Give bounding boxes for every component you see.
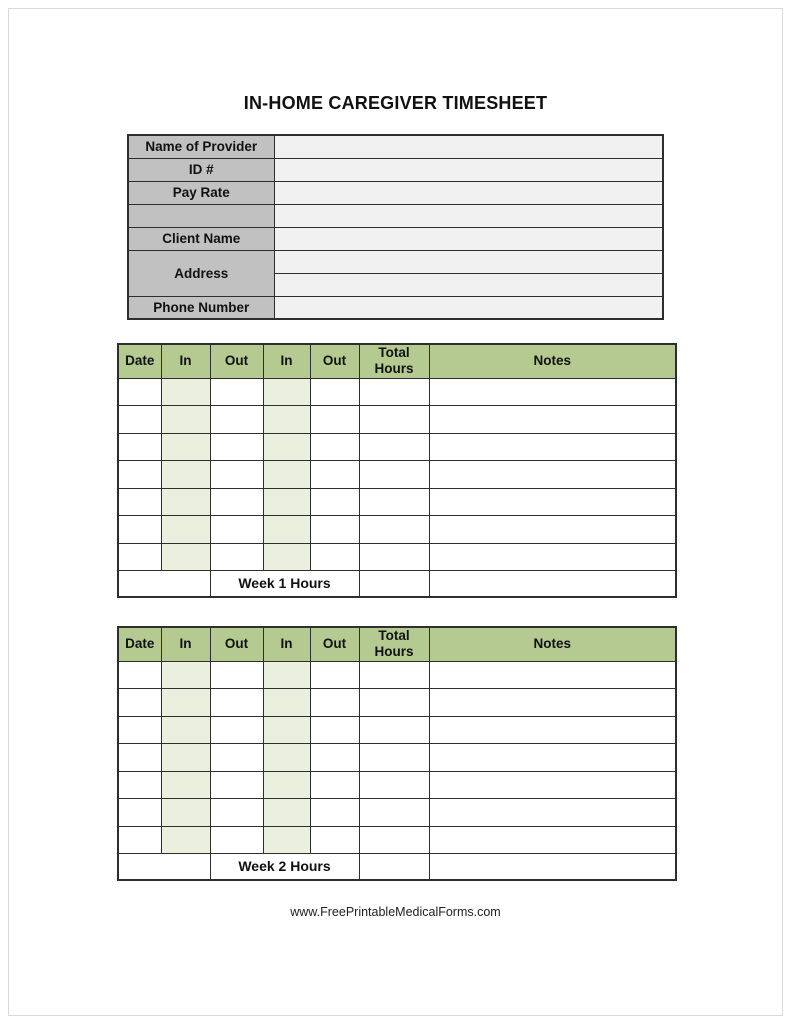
timesheet-cell-out-1[interactable] — [210, 406, 263, 434]
timesheet-cell-in-1[interactable] — [161, 799, 210, 827]
timesheet-cell-out-1[interactable] — [210, 488, 263, 516]
column-header-date: Date — [118, 344, 161, 378]
column-header-total-hours: Total Hours — [359, 344, 429, 378]
timesheet-cell-in-2[interactable] — [263, 433, 310, 461]
timesheet-cell-date[interactable] — [118, 543, 161, 571]
timesheet-cell-notes[interactable] — [429, 488, 676, 516]
timesheet-cell-total-hours[interactable] — [359, 744, 429, 772]
timesheet-cell-out-1[interactable] — [210, 433, 263, 461]
timesheet-cell-notes[interactable] — [429, 543, 676, 571]
timesheet-cell-out-1[interactable] — [210, 716, 263, 744]
timesheet-row — [118, 461, 676, 489]
timesheet-row — [118, 689, 676, 717]
timesheet-cell-in-1[interactable] — [161, 378, 210, 406]
timesheet-cell-in-1[interactable] — [161, 406, 210, 434]
timesheet-cell-in-2[interactable] — [263, 771, 310, 799]
timesheet-cell-in-1[interactable] — [161, 744, 210, 772]
timesheet-cell-in-1[interactable] — [161, 516, 210, 544]
timesheet-cell-in-1[interactable] — [161, 661, 210, 689]
timesheet-cell-out-2[interactable] — [310, 543, 359, 571]
provider-info-row — [128, 158, 663, 181]
column-header-out-2: Out — [310, 344, 359, 378]
timesheet-cell-date[interactable] — [118, 488, 161, 516]
provider-info-table — [127, 134, 664, 320]
timesheet-table-week-2 — [117, 626, 677, 881]
timesheet-cell-in-1[interactable] — [161, 826, 210, 854]
timesheet-cell-in-1[interactable] — [161, 433, 210, 461]
timesheet-cell-date[interactable] — [118, 461, 161, 489]
timesheet-cell-date[interactable] — [118, 406, 161, 434]
timesheet-cell-notes[interactable] — [429, 826, 676, 854]
timesheet-cell-date[interactable] — [118, 661, 161, 689]
timesheet-cell-out-2[interactable] — [310, 378, 359, 406]
address-field-line-1[interactable] — [274, 250, 663, 273]
timesheet-cell-out-1[interactable] — [210, 689, 263, 717]
timesheet-cell-notes[interactable] — [429, 799, 676, 827]
provider-info-row — [128, 296, 663, 319]
timesheet-cell-out-1[interactable] — [210, 799, 263, 827]
timesheet-cell-notes[interactable] — [429, 744, 676, 772]
provider-name-label: Name of Provider — [128, 135, 274, 158]
timesheet-cell-out-1[interactable] — [210, 543, 263, 571]
timesheet-cell-total-hours[interactable] — [359, 661, 429, 689]
timesheet-cell-notes[interactable] — [429, 771, 676, 799]
timesheet-cell-notes[interactable] — [429, 461, 676, 489]
timesheet-row — [118, 433, 676, 461]
timesheet-cell-out-1[interactable] — [210, 516, 263, 544]
timesheet-cell-in-2[interactable] — [263, 799, 310, 827]
timesheet-cell-total-hours[interactable] — [359, 461, 429, 489]
timesheet-row — [118, 543, 676, 571]
client-name-label: Client Name — [128, 227, 274, 250]
timesheet-row — [118, 378, 676, 406]
timesheet-cell-date[interactable] — [118, 433, 161, 461]
timesheet-cell-date[interactable] — [118, 378, 161, 406]
timesheet-cell-total-hours[interactable] — [359, 771, 429, 799]
timesheet-cell-date[interactable] — [118, 826, 161, 854]
week-1-hours-label: Week 1 Hours — [210, 571, 359, 597]
timesheet-row — [118, 516, 676, 544]
timesheet-header-row — [118, 627, 676, 661]
address-field-line-2[interactable] — [274, 273, 663, 296]
timesheet-cell-in-2[interactable] — [263, 826, 310, 854]
timesheet-cell-total-hours[interactable] — [359, 378, 429, 406]
timesheet-cell-total-hours[interactable] — [359, 826, 429, 854]
timesheet-cell-out-1[interactable] — [210, 771, 263, 799]
timesheet-cell-date[interactable] — [118, 771, 161, 799]
timesheet-cell-out-1[interactable] — [210, 744, 263, 772]
timesheet-cell-out-2[interactable] — [310, 516, 359, 544]
timesheet-cell-in-2[interactable] — [263, 461, 310, 489]
timesheet-cell-out-2[interactable] — [310, 744, 359, 772]
timesheet-row — [118, 826, 676, 854]
timesheet-row — [118, 799, 676, 827]
timesheet-cell-out-1[interactable] — [210, 461, 263, 489]
phone-number-field[interactable] — [274, 296, 663, 319]
timesheet-cell-out-2[interactable] — [310, 661, 359, 689]
timesheet-row — [118, 661, 676, 689]
timesheet-cell-in-2[interactable] — [263, 488, 310, 516]
timesheet-table-week-1 — [117, 343, 677, 598]
week-1-notes-field[interactable] — [429, 571, 676, 597]
address-label: Address — [128, 250, 274, 296]
timesheet-cell-date[interactable] — [118, 516, 161, 544]
provider-id-field[interactable] — [274, 158, 663, 181]
column-header-out-2: Out — [310, 627, 359, 661]
column-header-in-1: In — [161, 627, 210, 661]
timesheet-cell-in-2[interactable] — [263, 661, 310, 689]
timesheet-cell-out-1[interactable] — [210, 661, 263, 689]
timesheet-cell-out-2[interactable] — [310, 488, 359, 516]
timesheet-cell-notes[interactable] — [429, 516, 676, 544]
timesheet-cell-in-2[interactable] — [263, 543, 310, 571]
column-header-in-1: In — [161, 344, 210, 378]
provider-id-label: ID # — [128, 158, 274, 181]
timesheet-cell-notes[interactable] — [429, 661, 676, 689]
timesheet-row — [118, 744, 676, 772]
week-2-total-hours-field[interactable] — [359, 854, 429, 880]
timesheet-cell-in-1[interactable] — [161, 689, 210, 717]
timesheet-cell-out-2[interactable] — [310, 689, 359, 717]
timesheet-cell-total-hours[interactable] — [359, 689, 429, 717]
week-summary-row — [118, 854, 676, 880]
column-header-out-1: Out — [210, 627, 263, 661]
timesheet-cell-total-hours[interactable] — [359, 716, 429, 744]
timesheet-cell-in-1[interactable] — [161, 716, 210, 744]
column-header-date: Date — [118, 627, 161, 661]
timesheet-cell-out-2[interactable] — [310, 771, 359, 799]
timesheet-cell-total-hours[interactable] — [359, 488, 429, 516]
week-2-hours-label: Week 2 Hours — [210, 854, 359, 880]
timesheet-cell-in-2[interactable] — [263, 516, 310, 544]
timesheet-cell-out-2[interactable] — [310, 461, 359, 489]
timesheet-cell-total-hours[interactable] — [359, 516, 429, 544]
timesheet-cell-notes[interactable] — [429, 406, 676, 434]
pay-rate-label: Pay Rate — [128, 181, 274, 204]
column-header-out-1: Out — [210, 344, 263, 378]
provider-info-row — [128, 227, 663, 250]
timesheet-row — [118, 488, 676, 516]
timesheet-cell-out-2[interactable] — [310, 799, 359, 827]
timesheet-row — [118, 406, 676, 434]
timesheet-cell-in-1[interactable] — [161, 543, 210, 571]
timesheet-cell-notes[interactable] — [429, 689, 676, 717]
column-header-notes: Notes — [429, 344, 676, 378]
timesheet-cell-out-2[interactable] — [310, 433, 359, 461]
timesheet-cell-total-hours[interactable] — [359, 799, 429, 827]
timesheet-row — [118, 716, 676, 744]
timesheet-cell-notes[interactable] — [429, 433, 676, 461]
timesheet-cell-in-1[interactable] — [161, 461, 210, 489]
timesheet-header-row — [118, 344, 676, 378]
page-title: IN-HOME CAREGIVER TIMESHEET — [243, 93, 548, 113]
summary-blank-cell — [118, 854, 210, 880]
timesheet-cell-total-hours[interactable] — [359, 406, 429, 434]
timesheet-cell-out-1[interactable] — [210, 378, 263, 406]
provider-info-row — [128, 135, 663, 158]
blank-label — [128, 204, 274, 227]
column-header-total-hours: Total Hours — [359, 627, 429, 661]
timesheet-cell-notes[interactable] — [429, 378, 676, 406]
provider-name-field[interactable] — [274, 135, 663, 158]
timesheet-cell-notes[interactable] — [429, 716, 676, 744]
provider-info-row — [128, 181, 663, 204]
timesheet-cell-in-2[interactable] — [263, 716, 310, 744]
column-header-notes: Notes — [429, 627, 676, 661]
timesheet-cell-in-2[interactable] — [263, 689, 310, 717]
timesheet-row — [118, 771, 676, 799]
timesheet-cell-date[interactable] — [118, 744, 161, 772]
client-name-field[interactable] — [274, 227, 663, 250]
timesheet-cell-in-2[interactable] — [263, 378, 310, 406]
phone-number-label: Phone Number — [128, 296, 274, 319]
timesheet-cell-date[interactable] — [118, 799, 161, 827]
timesheet-cell-in-1[interactable] — [161, 771, 210, 799]
timesheet-cell-out-1[interactable] — [210, 826, 263, 854]
timesheet-cell-in-2[interactable] — [263, 744, 310, 772]
timesheet-cell-in-1[interactable] — [161, 488, 210, 516]
week-summary-row — [118, 571, 676, 597]
provider-info-row — [128, 250, 663, 273]
column-header-in-2: In — [263, 344, 310, 378]
timesheet-cell-out-2[interactable] — [310, 716, 359, 744]
timesheet-cell-date[interactable] — [118, 716, 161, 744]
timesheet-cell-in-2[interactable] — [263, 406, 310, 434]
timesheet-cell-date[interactable] — [118, 689, 161, 717]
timesheet-cell-out-2[interactable] — [310, 826, 359, 854]
week-2-notes-field[interactable] — [429, 854, 676, 880]
blank-field[interactable] — [274, 204, 663, 227]
timesheet-cell-total-hours[interactable] — [359, 543, 429, 571]
summary-blank-cell — [118, 571, 210, 597]
provider-info-row — [128, 204, 663, 227]
timesheet-cell-total-hours[interactable] — [359, 433, 429, 461]
footer-url: www.FreePrintableMedicalForms.com — [290, 905, 501, 919]
pay-rate-field[interactable] — [274, 181, 663, 204]
timesheet-cell-out-2[interactable] — [310, 406, 359, 434]
column-header-in-2: In — [263, 627, 310, 661]
week-1-total-hours-field[interactable] — [359, 571, 429, 597]
